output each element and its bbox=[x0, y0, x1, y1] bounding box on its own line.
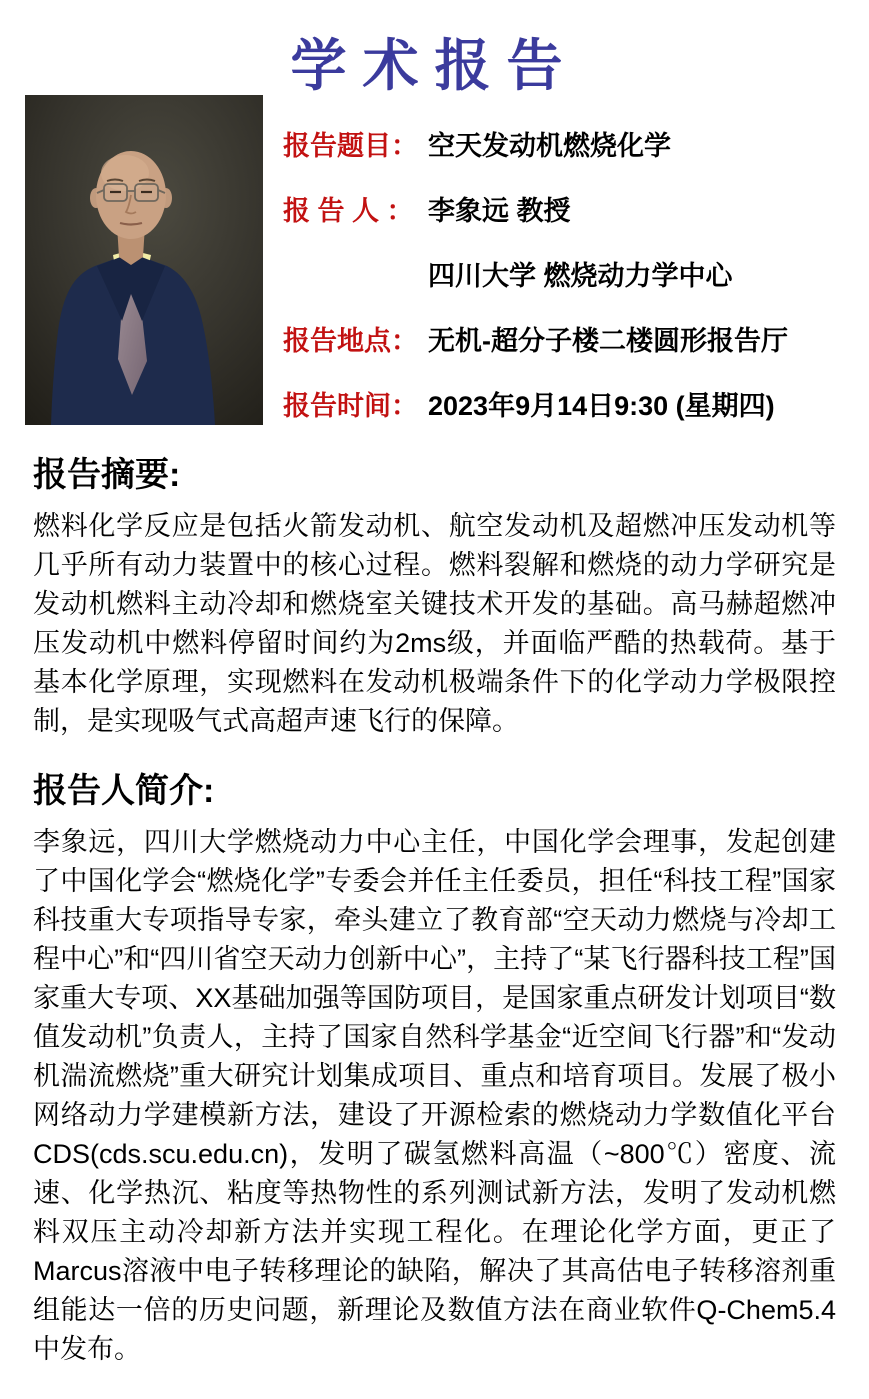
info-row-speaker bbox=[283, 176, 843, 241]
topic-label: 报告题目： bbox=[283, 131, 418, 161]
info-row-location bbox=[283, 306, 843, 371]
location-value: 无机-超分子楼二楼圆形报告厅 bbox=[428, 326, 788, 356]
speaker-label: 报 告 人 ： bbox=[283, 196, 414, 226]
speaker-value: 李象远 教授 bbox=[428, 196, 571, 226]
bio-section bbox=[33, 763, 836, 1369]
info-row-topic bbox=[283, 111, 843, 176]
time-label: 报告时间： bbox=[283, 391, 418, 421]
lecture-info-block bbox=[283, 111, 843, 436]
abstract-body: 燃料化学反应是包括火箭发动机、航空发动机及超燃冲压发动机等几乎所有动力装置中的核心过程。燃料裂解和燃烧的动力学研究是发动机燃料主动冷却和燃烧室关键技术开发的基础。高马赫超燃冲压发动机中燃料停留时间约为2ms级，并面临严酷的热载荷。基于基本化学原理，实现燃料在发动机极端条件下的化学动力学极限控制，是实现吸气式高超声速飞行的保障。 bbox=[33, 511, 836, 736]
affiliation-value: 四川大学 燃烧动力学中心 bbox=[428, 261, 733, 291]
abstract-heading: 报告摘要: bbox=[33, 456, 181, 494]
abstract-section bbox=[33, 447, 836, 741]
bio-heading: 报告人简介: bbox=[33, 772, 215, 810]
speaker-photo bbox=[25, 95, 263, 425]
speaker-portrait-illustration bbox=[25, 95, 263, 425]
topic-value: 空天发动机燃烧化学 bbox=[428, 131, 671, 161]
bio-body: 李象远，四川大学燃烧动力中心主任，中国化学会理事，发起创建了中国化学会“燃烧化学”专委会并任主任委员，担任“科技工程”国家科技重大专项指导专家，牵头建立了教育部“空天动力燃烧与冷却工程中心”和“四川省空天动力创新中心”，主持了“某飞行器科技工程”国家重大专项、XX基础加强等国防项目，是国家重点研发计划项目“数值发动机”负责人，主持了国家自然科学基金“近空间飞行器”和“发动机湍流燃烧”重大研究计划集成项目、重点和培育项目。发展了极小网络动力学建模新方法，建设了开源检索的燃烧动力学数值化平台CDS(cds.scu.edu.cn)，发明了碳氢燃料高温（~800℃）密度、流速、化学热沉、粘度等热物性的系列测试新方法，发明了发动机燃料双压主动冷却新方法并实现工程化。在理论化学方面，更正了Marcus溶液中电子转移理论的缺陷，解决了其高估电子转移溶剂重组能达一倍的历史问题，新理论及数值方法在商业软件Q-Chem5.4中发布。 bbox=[33, 827, 836, 1364]
location-label: 报告地点： bbox=[283, 326, 418, 356]
info-row-affiliation bbox=[283, 241, 843, 306]
page-title: 学术报告 bbox=[290, 33, 579, 99]
info-row-time bbox=[283, 371, 843, 436]
time-value: 2023年9月14日9:30 (星期四) bbox=[428, 391, 775, 421]
